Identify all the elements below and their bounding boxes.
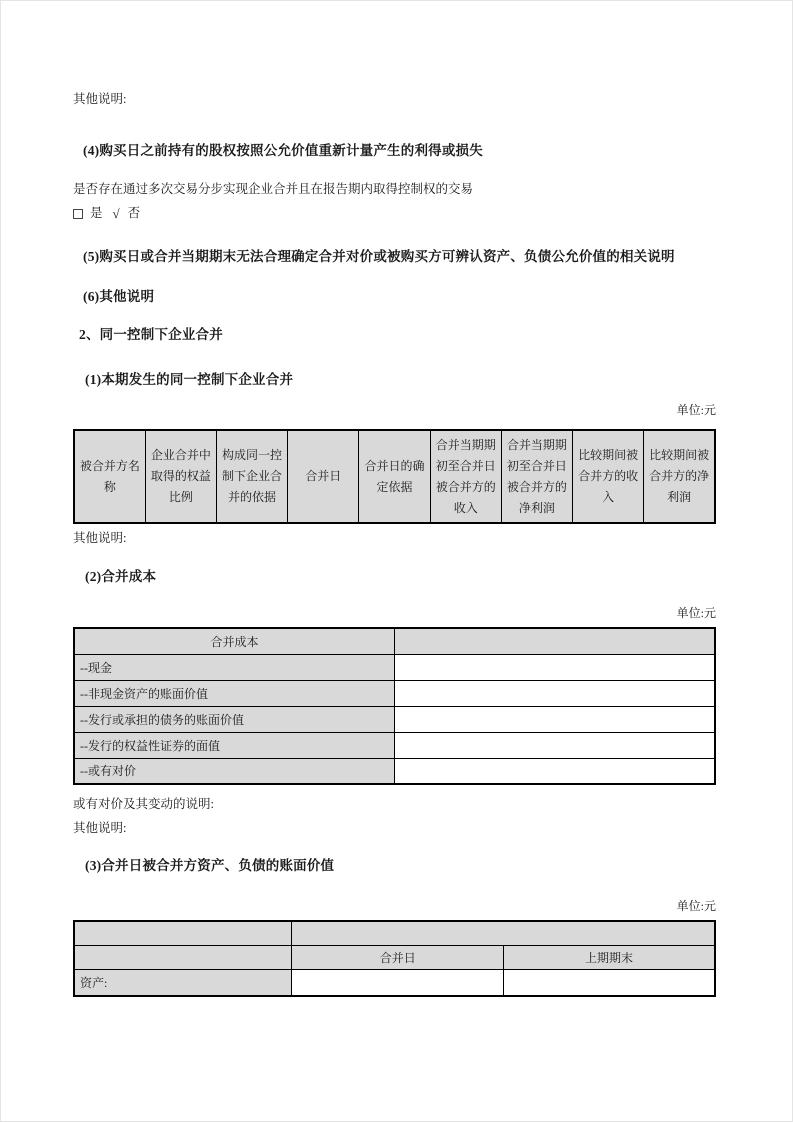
- heading-merger-cost: (2)合并成本: [85, 569, 157, 584]
- header-comparative-revenue: 比较期间被合并方的收入: [573, 430, 644, 523]
- checkbox-yes-label: 是: [90, 206, 103, 220]
- same-control-merger-table: [73, 429, 716, 524]
- other-note-bottom: 其他说明:: [73, 821, 127, 835]
- book-value-table: [73, 920, 716, 997]
- heading-book-value: (3)合并日被合并方资产、负债的账面价值: [85, 858, 335, 873]
- unit-label-1: 单位:元: [676, 403, 716, 417]
- checkmark-icon: √: [112, 206, 120, 221]
- table-header-row: [74, 628, 715, 654]
- contingent-consideration-note: 或有对价及其变动的说明:: [73, 797, 214, 811]
- section-same-control-merger: 2、同一控制下企业合并: [79, 327, 223, 342]
- assets-row-label: 资产:: [74, 969, 292, 996]
- header-merger-date-basis: 合并日的确定依据: [359, 430, 430, 523]
- header-net-profit-to-merger-date: 合并当期期初至合并日被合并方的净利润: [501, 430, 572, 523]
- header-merger-date: 合并日: [288, 430, 359, 523]
- header-merged-party-name: 被合并方名称: [74, 430, 145, 523]
- header-basis-same-control: 构成同一控制下企业合并的依据: [216, 430, 287, 523]
- cost-row-value: [395, 654, 716, 680]
- cost-header-value-cell: [395, 628, 716, 654]
- other-note-top: 其他说明:: [73, 92, 127, 106]
- header-revenue-to-merger-date: 合并当期期初至合并日被合并方的收入: [430, 430, 501, 523]
- unit-label-3: 单位:元: [676, 899, 716, 913]
- other-note-mid: 其他说明:: [73, 531, 127, 545]
- checkbox-no-label: 否: [127, 206, 141, 220]
- assets-merger-date-value: [292, 969, 504, 996]
- header-comparative-net-profit: 比较期间被合并方的净利润: [644, 430, 715, 523]
- spacer-cell: [74, 921, 292, 945]
- table-row: [74, 654, 715, 680]
- table-header-row: [74, 430, 715, 523]
- table-row: [74, 680, 715, 706]
- heading-gains-losses-remeasured: (4)购买日之前持有的股权按照公允价值重新计量产生的利得或损失: [83, 143, 483, 158]
- spacer-merged-cell: [292, 921, 715, 945]
- cost-row-value: [395, 706, 716, 732]
- cost-header-cell: 合并成本: [74, 628, 395, 654]
- table-spacer-row: [74, 921, 715, 945]
- table-row: [74, 758, 715, 784]
- cost-row-label: --发行的权益性证券的面值: [74, 732, 395, 758]
- header-prior-period-end-col: 上期期末: [503, 945, 715, 969]
- cost-row-label: --非现金资产的账面价值: [74, 680, 395, 706]
- cost-row-label: --或有对价: [74, 758, 395, 784]
- yes-no-checkbox-line: [73, 205, 716, 222]
- table-row: [74, 706, 715, 732]
- header-equity-ratio: 企业合并中取得的权益比例: [145, 430, 216, 523]
- header-merger-date-col: 合并日: [292, 945, 504, 969]
- heading-other-notes: (6)其他说明: [83, 289, 155, 304]
- heading-current-period-merger: (1)本期发生的同一控制下企业合并: [85, 372, 294, 387]
- unit-label-2: 单位:元: [676, 606, 716, 620]
- cost-row-value: [395, 758, 716, 784]
- heading-unable-to-determine: (5)购买日或合并当期期末无法合理确定合并对价或被购买方可辨认资产、负债公允价值的相关说明: [83, 249, 675, 264]
- page-content: [73, 1, 716, 997]
- assets-prior-period-value: [503, 969, 715, 996]
- table-row: [74, 969, 715, 996]
- step-acquisition-question: 是否存在通过多次交易分步实现企业合并且在报告期内取得控制权的交易: [73, 182, 474, 196]
- cost-row-value: [395, 732, 716, 758]
- cost-row-label: --发行或承担的债务的账面价值: [74, 706, 395, 732]
- cost-row-value: [395, 680, 716, 706]
- cost-row-label: --现金: [74, 654, 395, 680]
- header-empty-cell: [74, 945, 292, 969]
- checkbox-icon: [73, 209, 83, 219]
- table-row: [74, 732, 715, 758]
- table-header-row: [74, 945, 715, 969]
- merger-cost-table: [73, 627, 716, 785]
